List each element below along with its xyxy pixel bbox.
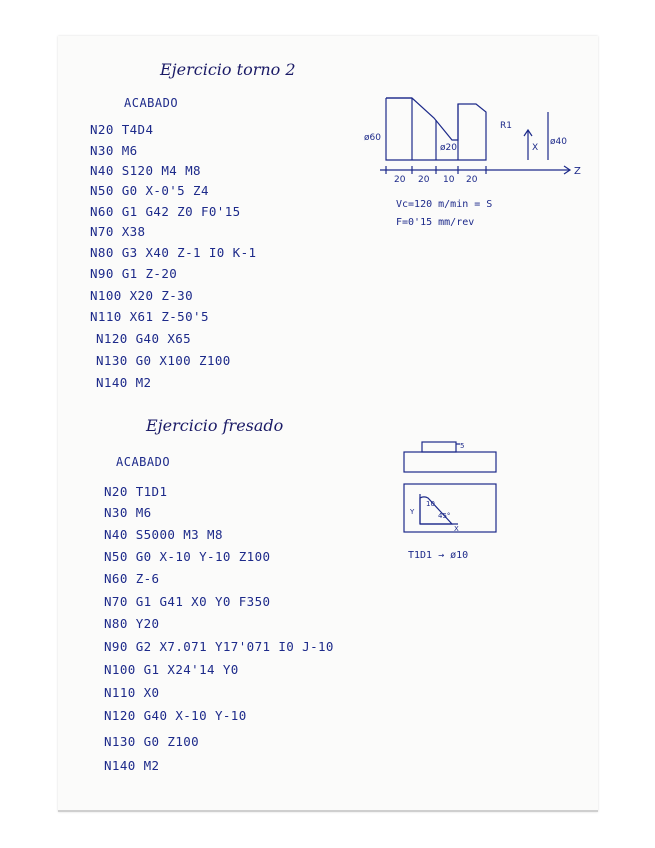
code-line: N70 X38 [90,224,146,239]
code-line: N130 G0 X100 Z100 [96,353,231,368]
code-line: N30 M6 [90,143,138,158]
code-line: N60 Z-6 [104,571,160,586]
code-line: N140 M2 [96,375,152,390]
code-line: N20 T1D1 [104,484,168,499]
tool-note: T1D1 → ø10 [408,550,469,561]
code-line: N120 G40 X65 [96,331,192,346]
dim-label: 10 [443,175,455,185]
code-line: N100 G1 X24'14 Y0 [104,662,239,677]
fresado-title: Ejercicio fresado [146,416,284,435]
lathe-part-sketch [360,90,610,240]
depth-label: 5 [460,442,465,450]
dim-label: 20 [418,175,430,185]
radius-label: R1 [500,121,512,131]
code-line: N100 X20 Z-30 [90,288,194,303]
code-line: N20 T4D4 [90,122,154,137]
code-line: N50 G0 X-10 Y-10 Z100 [104,549,271,564]
x-axis-label: X [532,143,539,153]
vc-note: Vc=120 m/min = S [396,199,493,210]
code-line: N60 G1 G42 Z0 F0'15 [90,204,241,219]
radius-label: 10 [426,500,435,508]
fresado-subtitle: ACABADO [116,455,171,469]
code-line: N110 X0 [104,685,160,700]
angle-label: 45° [438,512,451,520]
code-line: N140 M2 [104,758,160,773]
code-line: N50 G0 X-0'5 Z4 [90,183,209,198]
diam-mid-label: ø20 [440,143,457,153]
diam-left-label: ø60 [364,133,381,143]
code-line: N30 M6 [104,505,152,520]
z-axis-label: Z [574,166,581,177]
diam-right-label: ø40 [550,137,567,147]
code-line: N90 G1 Z-20 [90,266,178,281]
code-line: N80 G3 X40 Z-1 I0 K-1 [90,245,257,260]
code-line: N130 G0 Z100 [104,734,200,749]
code-line: N70 G1 G41 X0 Y0 F350 [104,594,271,609]
code-line: N90 G2 X7.071 Y17'071 I0 J-10 [104,639,334,654]
milling-part-sketch [396,436,506,566]
torno-subtitle: ACABADO [124,96,179,110]
dim-label: 20 [466,175,478,185]
f-note: F=0'15 mm/rev [396,217,475,228]
dim-label: 20 [394,175,406,185]
code-line: N40 S120 M4 M8 [90,163,201,178]
y-axis-label: Y [410,508,415,516]
code-line: N80 Y20 [104,616,160,631]
page-edge [58,810,598,812]
code-line: N110 X61 Z-50'5 [90,309,209,324]
code-line: N120 G40 X-10 Y-10 [104,708,247,723]
code-line: N40 S5000 M3 M8 [104,527,223,542]
torno-title: Ejercicio torno 2 [160,60,296,79]
x-axis-label: X [454,525,459,533]
